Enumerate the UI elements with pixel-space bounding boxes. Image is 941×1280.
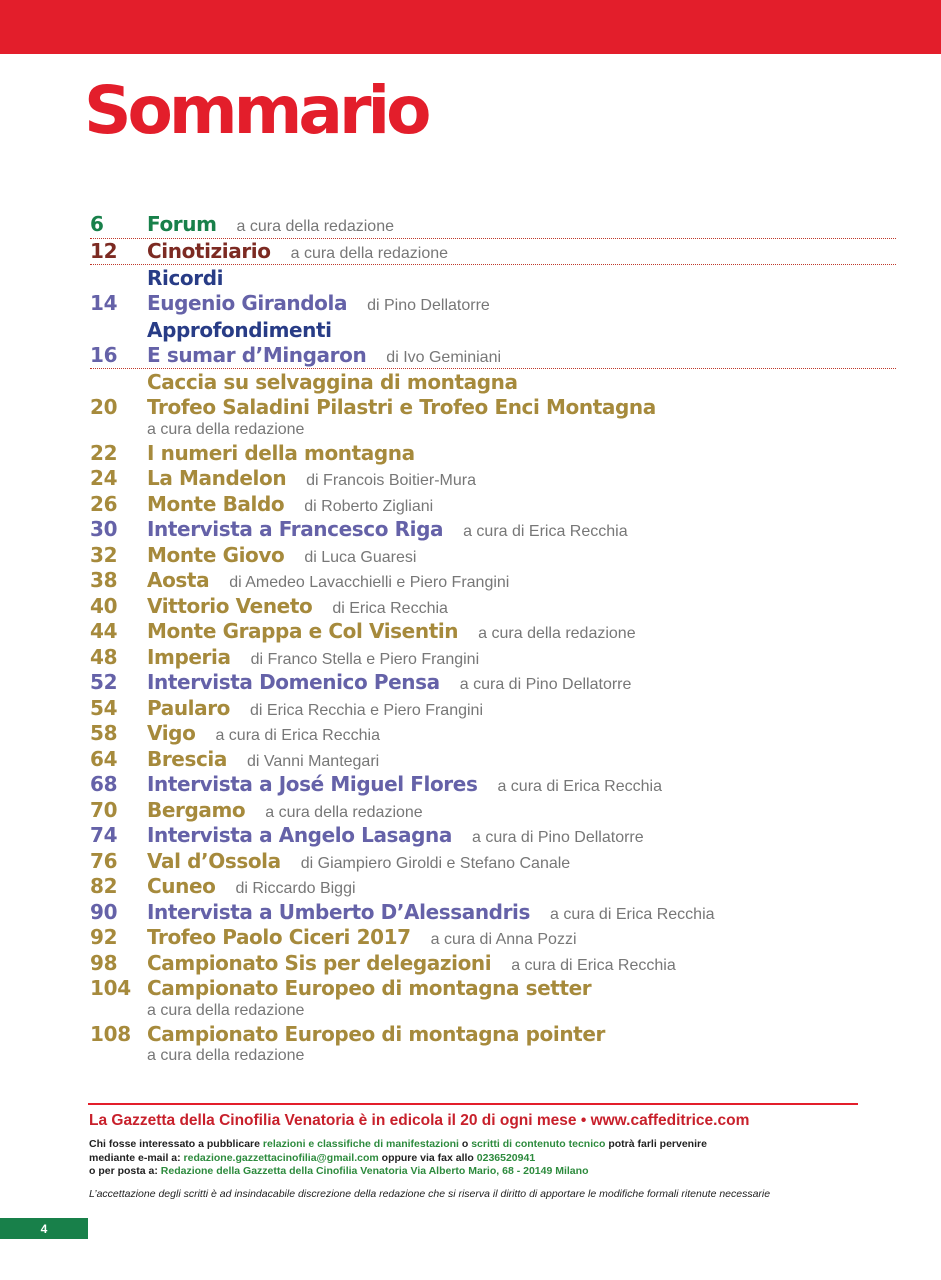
toc-byline: di Amedeo Lavacchielli e Piero Frangini xyxy=(229,574,510,591)
toc-byline: a cura di Erica Recchia xyxy=(550,905,715,923)
toc-byline-row xyxy=(90,1002,896,1022)
toc-entry-line xyxy=(90,517,896,543)
toc-page-number: 68 xyxy=(90,772,118,796)
footer-text: mediante e-mail a: xyxy=(89,1151,184,1164)
toc-page-number: 24 xyxy=(90,466,118,490)
toc-entry-line xyxy=(90,849,896,875)
toc-entry-line xyxy=(90,747,896,773)
toc-byline: di Erica Recchia xyxy=(332,599,448,617)
toc-section-heading: Approfondimenti xyxy=(147,317,332,342)
toc-page-number: 98 xyxy=(90,950,118,975)
footer-postal-address: Redazione della Gazzetta della Cinofilia Venatoria Via Alberto Mario, 68 - 20149 Milano xyxy=(160,1165,589,1177)
toc-byline: a cura di Erica Recchia xyxy=(511,956,676,974)
toc-byline: a cura della redazione xyxy=(265,803,423,821)
toc-page-number: 40 xyxy=(90,593,118,618)
footer-text: o per posta a: xyxy=(89,1165,161,1177)
toc-entry[interactable] xyxy=(90,619,896,645)
toc-entry-line xyxy=(90,291,896,317)
toc-entry[interactable] xyxy=(90,543,896,569)
toc-entry-line xyxy=(90,594,896,620)
footer-text: potrà farli pervenire xyxy=(605,1138,707,1150)
toc-article-title: Intervista a Francesco Riga xyxy=(147,517,444,541)
footer-info-line-2 xyxy=(89,1152,707,1166)
toc-article-title: I numeri della montagna xyxy=(147,440,415,465)
toc-entry[interactable] xyxy=(90,747,896,773)
footer-submission-info xyxy=(89,1138,707,1179)
toc-byline: a cura di Erica Recchia xyxy=(497,778,662,795)
toc-article-title: Trofeo Paolo Ciceri 2017 xyxy=(147,925,411,949)
toc-article-title: Eugenio Girandola xyxy=(147,291,348,315)
footer-fax-number: 0236520941 xyxy=(476,1151,536,1164)
toc-page-number: 76 xyxy=(90,848,118,873)
toc-article-title: Cuneo xyxy=(147,874,216,898)
toc-entry[interactable] xyxy=(90,900,896,926)
toc-page-number: 82 xyxy=(90,874,118,898)
toc-byline: di Francois Boitier-Mura xyxy=(306,472,476,489)
toc-entry[interactable] xyxy=(90,823,896,849)
toc-entry[interactable] xyxy=(90,645,896,671)
toc-entry[interactable] xyxy=(90,594,896,620)
toc-page-number: 70 xyxy=(90,797,118,822)
toc-article-title: Campionato Europeo di montagna setter xyxy=(147,976,592,1000)
toc-entry[interactable] xyxy=(90,874,896,900)
toc-article-title: Campionato Sis per delegazioni xyxy=(147,950,492,975)
toc-byline: a cura della redazione xyxy=(290,244,449,262)
toc-page-number: 38 xyxy=(90,568,118,592)
toc-entry[interactable] xyxy=(90,772,896,798)
toc-page-number: 64 xyxy=(90,746,118,771)
toc-entry[interactable] xyxy=(90,517,896,543)
toc-byline: a cura di Pino Dellatorre xyxy=(472,829,644,846)
toc-page-number: 14 xyxy=(90,291,118,315)
toc-article-title: Monte Grappa e Col Visentin xyxy=(147,619,459,643)
toc-byline: di Giampiero Giroldi e Stefano Canale xyxy=(300,854,571,872)
toc-entry-line xyxy=(90,823,896,849)
toc-page-number: 48 xyxy=(90,644,118,669)
toc-entry-line xyxy=(90,492,896,518)
toc-entry[interactable] xyxy=(90,721,896,747)
toc-article-title: Vigo xyxy=(147,721,196,745)
toc-byline: di Franco Stella e Piero Frangini xyxy=(250,650,480,668)
toc-article-title: Intervista a José Miguel Flores xyxy=(147,772,478,796)
toc-page-number: 108 xyxy=(90,1021,131,1046)
toc-entry[interactable] xyxy=(90,696,896,722)
toc-article-title: Paularo xyxy=(147,695,231,720)
toc-byline: a cura della redazione xyxy=(147,420,305,438)
toc-byline: a cura della redazione xyxy=(147,1001,305,1019)
toc-entry-line xyxy=(90,568,896,594)
toc-page-number: 12 xyxy=(90,238,118,263)
table-of-contents xyxy=(90,212,896,1067)
toc-byline: di Riccardo Biggi xyxy=(235,880,356,897)
page-number-tab xyxy=(0,1218,88,1239)
toc-article-title: Aosta xyxy=(147,568,210,592)
toc-entry-line xyxy=(90,721,896,747)
toc-page-number: 6 xyxy=(90,212,104,236)
toc-byline: di Pino Dellatorre xyxy=(367,297,490,314)
toc-article-title: Monte Giovo xyxy=(147,542,285,567)
toc-page-number: 30 xyxy=(90,517,118,541)
toc-entry-line xyxy=(90,239,896,265)
toc-entry-line xyxy=(90,645,896,671)
toc-byline: di Ivo Geminiani xyxy=(386,348,502,366)
toc-article-title: Forum xyxy=(147,212,217,236)
toc-page-number: 26 xyxy=(90,491,118,516)
toc-article-title: Intervista a Angelo Lasagna xyxy=(147,823,452,847)
toc-entry[interactable] xyxy=(90,568,896,594)
toc-article-title: Brescia xyxy=(147,746,227,771)
page-title: Sommario xyxy=(84,72,428,149)
top-color-band xyxy=(0,0,941,54)
toc-entry[interactable] xyxy=(90,343,896,370)
toc-entry[interactable] xyxy=(90,466,896,492)
footer-info-line-3 xyxy=(89,1165,707,1179)
toc-article-title: Campionato Europeo di montagna pointer xyxy=(147,1021,605,1046)
toc-article-title: Intervista a Umberto D’Alessandris xyxy=(147,899,531,924)
toc-entry-line xyxy=(90,951,896,977)
toc-article-title: La Mandelon xyxy=(147,466,287,490)
toc-page-number: 44 xyxy=(90,619,118,643)
toc-byline-row xyxy=(90,1047,896,1067)
toc-entry-line xyxy=(90,874,896,900)
toc-entry-line xyxy=(90,772,896,798)
toc-page-number: 52 xyxy=(90,670,118,694)
toc-article-title: Monte Baldo xyxy=(147,491,285,516)
toc-article-title: Intervista Domenico Pensa xyxy=(147,670,440,694)
footer-divider xyxy=(88,1103,858,1105)
toc-entry-line xyxy=(90,343,896,369)
toc-entry[interactable] xyxy=(90,395,896,441)
toc-entry[interactable] xyxy=(90,798,896,824)
toc-article-title: Bergamo xyxy=(147,797,246,822)
toc-page-number: 74 xyxy=(90,823,118,847)
toc-entry-line xyxy=(90,900,896,926)
toc-entry-line xyxy=(90,441,896,467)
toc-page-number: 104 xyxy=(90,976,131,1000)
toc-byline: di Vanni Mantegari xyxy=(246,752,380,770)
toc-byline: a cura di Anna Pozzi xyxy=(430,931,577,948)
toc-page-number: 16 xyxy=(90,342,118,367)
toc-byline: di Erica Recchia e Piero Frangini xyxy=(250,701,484,719)
toc-entry[interactable] xyxy=(90,670,896,696)
toc-entry-line xyxy=(90,466,896,492)
toc-entry[interactable] xyxy=(90,925,896,951)
toc-page-number: 92 xyxy=(90,925,118,949)
footer-info-line-1 xyxy=(89,1138,707,1152)
toc-byline: a cura della redazione xyxy=(236,218,394,235)
toc-entry[interactable] xyxy=(90,291,896,317)
toc-entry-line xyxy=(90,925,896,951)
footer-text: oppure via fax allo xyxy=(378,1151,477,1164)
toc-entry[interactable] xyxy=(90,1022,896,1068)
toc-entry-line xyxy=(90,670,896,696)
footer-disclaimer: L’accettazione degli scritti è ad insindacabile discrezione della redazione che si riserva il diritto di apportare le modifiche formali ritenute necessarie xyxy=(89,1188,771,1200)
toc-page-number: 22 xyxy=(90,440,118,465)
toc-entry[interactable] xyxy=(90,849,896,875)
toc-entry-line xyxy=(90,395,896,421)
footer-headline: La Gazzetta della Cinofilia Venatoria è in edicola il 20 di ogni mese • www.caffeditrice.com xyxy=(89,1112,750,1129)
footer-text: o xyxy=(458,1138,472,1150)
toc-byline: a cura di Erica Recchia xyxy=(215,727,380,744)
toc-byline: di Luca Guaresi xyxy=(304,548,417,566)
toc-byline-row xyxy=(90,421,896,441)
toc-page-number: 58 xyxy=(90,721,118,745)
footer-highlight: scritti di contenuto tecnico xyxy=(471,1138,606,1150)
toc-page-number: 54 xyxy=(90,695,118,720)
toc-article-title: Cinotiziario xyxy=(147,238,271,263)
toc-byline: a cura di Pino Dellatorre xyxy=(459,676,632,693)
toc-entry[interactable] xyxy=(90,212,896,239)
toc-byline: di Roberto Zigliani xyxy=(304,497,434,515)
toc-entry[interactable] xyxy=(90,441,896,467)
toc-page-number: 32 xyxy=(90,542,118,567)
toc-section-heading: Ricordi xyxy=(147,266,224,290)
toc-byline: a cura di Erica Recchia xyxy=(463,523,628,540)
footer-highlight: relazioni e classifiche di manifestazioni xyxy=(262,1138,459,1150)
toc-article-title: E sumar d’Mingaron xyxy=(147,342,367,367)
toc-entry-line xyxy=(90,212,896,238)
toc-section-heading: Caccia su selvaggina di montagna xyxy=(147,370,518,394)
toc-entry[interactable] xyxy=(90,492,896,518)
footer-email[interactable]: redazione.gazzettacinofilia@gmail.com xyxy=(183,1151,379,1164)
toc-entry[interactable] xyxy=(90,239,896,266)
toc-byline: a cura della redazione xyxy=(478,625,636,642)
toc-entry-line xyxy=(90,1022,896,1048)
toc-entry-line xyxy=(90,976,896,1002)
toc-entry-line xyxy=(90,696,896,722)
toc-article-title: Val d’Ossola xyxy=(147,848,281,873)
toc-entry-line xyxy=(90,619,896,645)
toc-entry-line xyxy=(90,798,896,824)
footer-text: Chi fosse interessato a pubblicare xyxy=(89,1138,263,1150)
toc-entry-line xyxy=(90,543,896,569)
toc-article-title: Trofeo Saladini Pilastri e Trofeo Enci Montagna xyxy=(147,395,656,419)
toc-byline: a cura della redazione xyxy=(147,1047,305,1064)
toc-page-number: 20 xyxy=(90,395,118,419)
toc-page-number: 90 xyxy=(90,899,118,924)
toc-entry[interactable] xyxy=(90,951,896,977)
toc-article-title: Imperia xyxy=(147,644,231,669)
toc-entry[interactable] xyxy=(90,976,896,1022)
toc-article-title: Vittorio Veneto xyxy=(147,593,313,618)
page-number: 4 xyxy=(40,1221,48,1236)
